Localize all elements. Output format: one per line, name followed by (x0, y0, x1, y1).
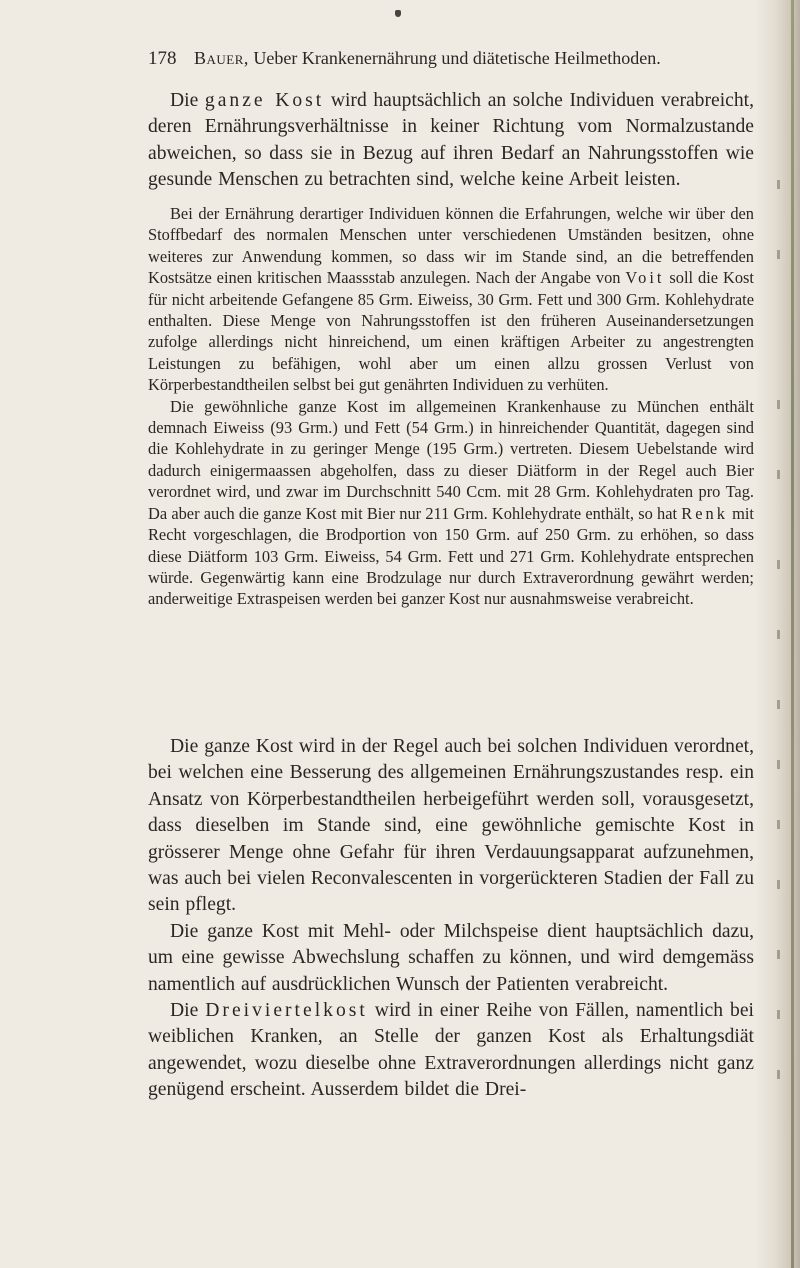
main-paragraph-block (148, 734, 754, 1104)
header-author: Bauer, (194, 48, 249, 68)
text-run: Die gewöhnliche ganze Kost im allgemeinen Krankenhause zu München enthält demnach Eiweiss (93 Grm.) und Fett (54 Grm.) in hinreichender Quantität, dagegen sind die Kohlehydrate in zu geringer Menge (195 Grm.) vertreten. Diesem Uebelstande wird dadurch einigermaassen abgeholfen, dass zu dieser Diätform in der Regel auch Bier verordnet wird, und zwar im Durchschnitt 540 Ccm. mit 28 Grm. Kohlehydraten pro Tag. Da aber auch die ganze Kost mit Bier nur 211 Grm. Kohlehydrate enthält, so hat (148, 396, 754, 523)
edge-glyph-fragment (777, 880, 780, 889)
paragraph (148, 203, 754, 396)
edge-glyph-fragment (777, 630, 780, 639)
paragraph: Die ganze Kost mit Mehl- oder Milchspeise dient hauptsächlich dazu, um eine gewisse Abwechslung schaffen zu können, und wird demgemäss namentlich auf ausdrücklichen Wunsch der Patienten verabreicht. (148, 920, 754, 995)
spaced-term: ganze Kost (204, 90, 325, 111)
ink-mark (395, 10, 401, 17)
text-run: Die (170, 90, 205, 111)
spaced-term: Dreiviertelkost (205, 1000, 368, 1022)
edge-glyph-fragment (777, 180, 780, 189)
small-print-block (148, 203, 754, 610)
edge-glyph-fragment (777, 250, 780, 259)
person-name: Voit (625, 268, 665, 288)
text-run: wird hauptsächlich an solche Individuen verabreicht, deren Ernährungsverhältnisse in keiner Richtung vom Normalzustande abweichen, so dass sie in Bezug auf ihren Bedarf an Nahrungsstoffen wie gesunde Menschen zu betrachten sind, welche keine Arbeit leisten. (148, 90, 754, 191)
edge-glyph-fragment (777, 560, 780, 569)
text-run: soll die Kost für nicht arbeitende Gefangene 85 Grm. Eiweiss, 30 Grm. Fett und 300 Grm. Kohlehydrate enthalten. Diese Menge von Nahrungsstoffen ist den früheren Auseinandersetzungen zufolge allerdings nicht hinreichend, um einen kräftigen Arbeiter zu angestrengten Leistungen zu befähigen, wohl aber um einen allzu grossen Verlust von Körperbestandtheilen selbst bei gut genährten Individuen zu verhüten. (148, 268, 754, 395)
edge-glyph-fragment (777, 950, 780, 959)
edge-glyph-fragment (777, 1010, 780, 1019)
edge-glyph-fragment (777, 1070, 780, 1079)
header-title: Ueber Krankenernährung und diätetische Heilmethoden. (253, 48, 661, 68)
text-run: mit Recht vorgeschlagen, die Brodportion von 150 Grm. auf 250 Grm. zu erhöhen, so dass diese Diätform 103 Grm. Eiweiss, 54 Grm. Fett und 271 Grm. Kohlehydrate entsprechen würde. Gegenwärtig kann eine Brodzulage nur durch Extraverordnung gewährt werden; anderweitige Extraspeisen werden bei ganzer Kost nur ausnahmsweise verabreicht. (148, 503, 754, 609)
intro-paragraph-block (148, 88, 754, 194)
edge-glyph-fragment (777, 820, 780, 829)
text-run: Bei der Ernährung derartiger Individuen können die Erfahrungen, welche wir über den Stoffbedarf des normalen Menschen unter verschiedenen Umständen besitzen, ohne weiteres zur Anwendung kommen, so dass wir im Stande sind, an die betreffenden Kostsätze einen kritischen Maassstab anzulegen. Nach der Angabe von (148, 204, 754, 288)
person-name: Renk (681, 503, 728, 523)
binding-edge (791, 0, 794, 1268)
edge-glyph-fragment (777, 760, 780, 769)
edge-glyph-fragment (777, 700, 780, 709)
page-number: 178 (148, 48, 177, 69)
running-header (148, 47, 748, 70)
paragraph (148, 396, 754, 610)
text-run: Die (170, 1000, 206, 1022)
paragraph: Die ganze Kost wird in der Regel auch bei solchen Individuen verordnet, bei welchen eine Besserung des allgemeinen Ernährungszustandes resp. ein Ansatz von Körperbestandtheilen herbeigeführt werden soll, vorausgesetzt, dass dieselben im Stande sind, eine gewöhnliche gemischte Kost in grösserer Menge ohne Gefahr für ihren Verdauungsapparat aufzunehmen, was auch bei vielen Reconvalescenten in vorgerückteren Stadien der Fall zu sein pflegt. (148, 736, 754, 916)
text-run: wird in einer Reihe von Fällen, namentlich bei weiblichen Kranken, an Stelle der ganzen Kost als Erhaltungsdiät angewendet, wozu dieselbe ohne Extraverordnungen allerdings nicht ganz genügend erscheint. Ausserdem bildet die Drei- (148, 1000, 754, 1101)
paragraph (148, 998, 754, 1104)
edge-glyph-fragment (777, 400, 780, 409)
edge-glyph-fragment (777, 470, 780, 479)
paragraph (148, 88, 754, 194)
